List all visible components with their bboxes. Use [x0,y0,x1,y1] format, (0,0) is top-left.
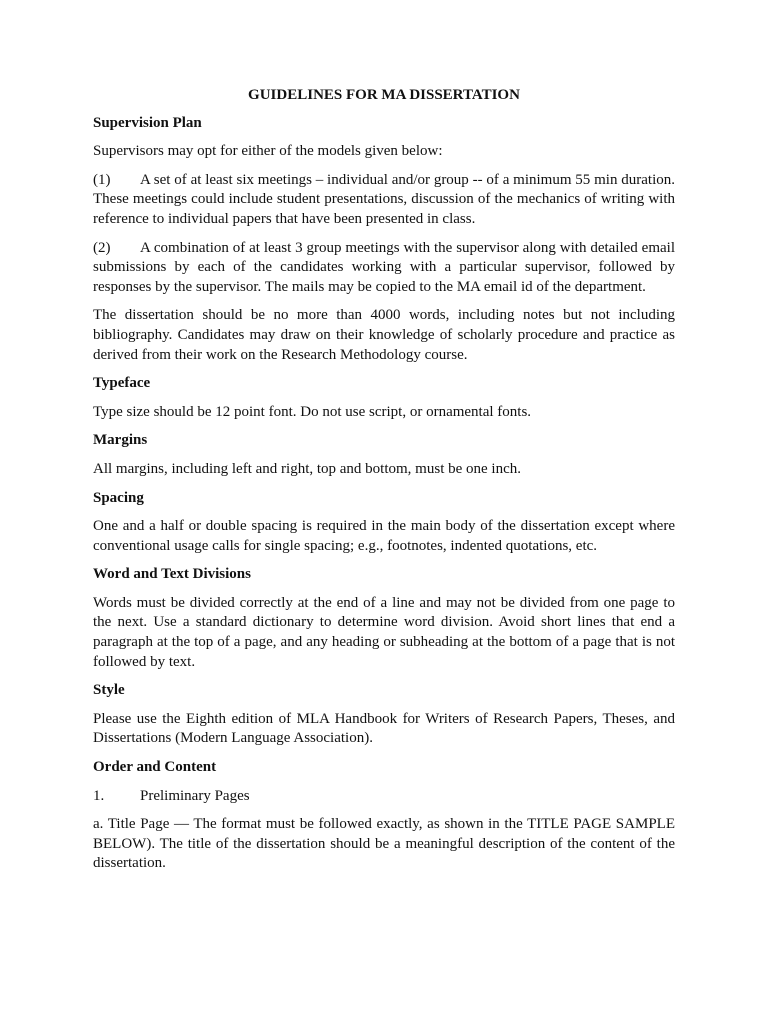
item-1-number: 1. [93,787,105,804]
spacing-heading: Spacing [93,489,144,506]
model-2-number: (2) [93,239,111,256]
supervision-model-1 [93,171,675,230]
margins-paragraph: All margins, including left and right, top and bottom, must be one inch. [93,460,521,477]
word-divisions-paragraph: Words must be divided correctly at the end of a line and may not be divided from one page to the next. Use a standard dictionary to determine word division. Avoid short lines that end a paragraph at the top of a page, and any heading or subheading at the bottom of a page that is not followed by text. [93,594,675,670]
model-1-text: A set of at least six meetings – individual and/or group -- of a minimum 55 min duration. These meetings could include student presentations, discussion of the mechanics of writing with reference to individual papers that have been presented in class. [93,171,675,227]
order-content-heading: Order and Content [93,759,217,776]
spacing-paragraph: One and a half or double spacing is required in the main body of the dissertation except where conventional usage calls for single spacing; e.g., footnotes, indented quotations, etc. [93,518,675,554]
typeface-heading: Typeface [93,375,151,392]
typeface-paragraph: Type size should be 12 point font. Do not use script, or ornamental fonts. [93,403,532,420]
supervision-intro: Supervisors may opt for either of the models given below: [93,143,443,160]
item-1-label: Preliminary Pages [140,787,250,804]
style-paragraph: Please use the Eighth edition of MLA Handbook for Writers of Research Papers, Theses, and Dissertations (Modern Language Association). [93,710,675,747]
dissertation-length-paragraph: The dissertation should be no more than 4000 words, including notes but not including bibliography. Candidates may draw on their knowledge of scholarly procedure and practice as derived from their work on the Research Methodology course. [93,307,675,363]
document-page [93,86,675,883]
supervision-model-2 [93,239,675,298]
margins-heading: Margins [93,432,148,449]
word-divisions-heading: Word and Text Divisions [93,566,251,583]
preliminary-pages-item [93,787,675,807]
model-2-text: A combination of at least 3 group meetings with the supervisor along with detailed email submissions by each of the candidates working with a particular supervisor, followed by responses by the supervisor. The mails may be copied to the MA email id of the department. [93,239,675,295]
document-title: GUIDELINES FOR MA DISSERTATION [248,87,520,103]
model-1-number: (1) [93,171,111,188]
style-heading: Style [93,682,125,699]
supervision-plan-heading: Supervision Plan [93,114,202,131]
title-page-paragraph: a. Title Page — The format must be followed exactly, as shown in the TITLE PAGE SAMPLE BELOW). The title of the dissertation should be a meaningful description of the content of the dissertation. [93,816,675,872]
